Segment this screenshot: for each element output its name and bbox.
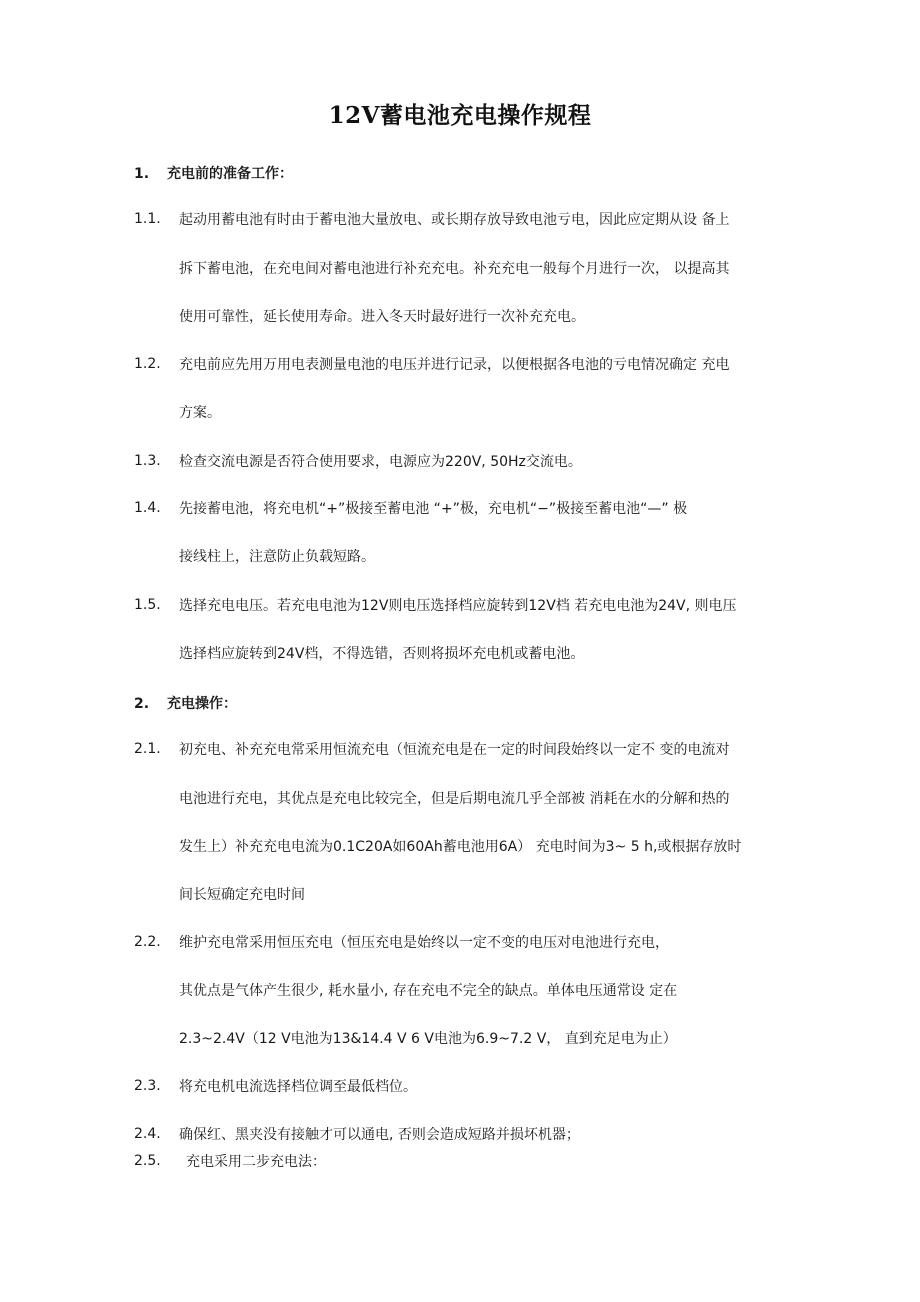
item-number: 1.5. [134,597,161,613]
section-heading-2 [134,693,237,713]
item-number: 2.4. [134,1126,161,1142]
item-text-line: 检查交流电源是否符合使用要求，电源应为220V, 50Hz交流电。 [179,454,582,470]
item-text-line: 将充电机电流选择档位调至最低档位。 [179,1079,417,1095]
item-text-line: 使用可靠性，延长使用寿命。进入冬天时最好进行一次补充充电。 [179,309,585,325]
item-text-line: 间长短确定充电时间 [179,887,305,903]
item-text-line: 充电前应先用万用电表测量电池的电压并进行记录，以便根据各电池的亏电情况确定 充电 [179,357,730,373]
item-text-line: 电池进行充电，其优点是充电比较完全，但是后期电流几乎全部被 消耗在水的分解和热的 [179,791,730,807]
item-text-line: 发生上）补充充电电流为0.1C20A如60Ah蓄电池用6A） 充电时间为3~ 5 h,或根据存放时 [179,839,742,855]
section-title: 充电操作： [167,696,237,712]
item-number: 1.2. [134,356,161,372]
section-title: 充电前的准备工作： [167,166,293,182]
item-text-line: 确保红、黑夹没有接触才可以通电, 否则会造成短路并损坏机器； [179,1127,580,1143]
document-title: 12V蓄电池充电操作规程 [328,102,592,129]
item-number: 1.4. [134,500,161,516]
item-text-line: 方案。 [179,405,221,421]
item-text-line: 先接蓄电池，将充电机“+”极接至蓄电池 “+”极，充电机“−”极接至蓄电池“—” 极 [179,501,688,517]
section-number: 2. [134,696,150,712]
item-text-line: 选择充电电压。若充电电池为12V则电压选择档应旋转到12V档 若充电电池为24V, 则电压 [179,598,737,614]
item-text-line: 其优点是气体产生很少, 耗水量小, 存在充电不完全的缺点。单体电压通常设 定在 [179,983,678,999]
item-number: 2.5. [134,1153,161,1169]
item-number: 2.3. [134,1078,161,1094]
item-text-line: 2.3~2.4V（12 V电池为13&14.4 V 6 V电池为6.9~7.2 V， 直到充足电为止） [179,1031,677,1047]
item-number: 2.2. [134,934,161,950]
item-text-line: 初充电、补充充电常采用恒流充电（恒流充电是在一定的时间段始终以一定不 变的电流对 [179,742,730,758]
section-number: 1. [134,166,150,182]
item-text-line: 选择档应旋转到24V档，不得选错，否则将损坏充电机或蓄电池。 [179,646,585,662]
item-text-line: 维护充电常采用恒压充电（恒压充电是始终以一定不变的电压对电池进行充电， [179,935,669,951]
item-number: 1.1. [134,211,161,227]
item-text-line: 充电采用二步充电法： [186,1154,326,1170]
item-number: 2.1. [134,741,161,757]
item-text-line: 起动用蓄电池有时由于蓄电池大量放电、或长期存放导致电池亏电，因此应定期从设 备上 [179,212,730,228]
item-number: 1.3. [134,453,161,469]
section-heading-1 [134,163,293,183]
item-text-line: 接线柱上，注意防止负载短路。 [179,549,375,565]
item-text-line: 拆下蓄电池，在充电间对蓄电池进行补充充电。补充充电一般每个月进行一次， 以提高其 [179,261,730,277]
